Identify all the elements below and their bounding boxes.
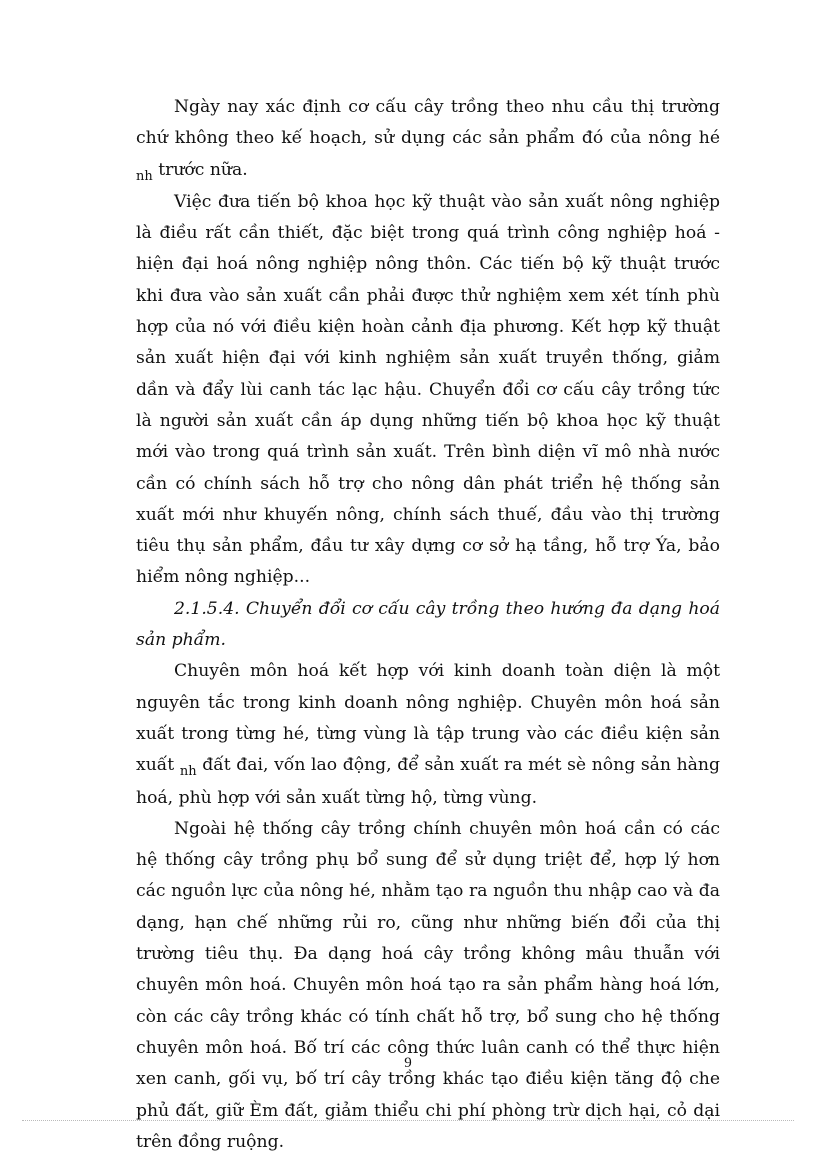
paragraph-specialization: [136, 656, 720, 813]
section-heading-2-1-5-4: 2.1.5.4. Chuyển đổi cơ cấu cây trồng theo hướng đa dạng hoá sản phẩm.: [136, 598, 720, 651]
page-number: 9: [404, 1055, 412, 1071]
paragraph-text: Ngày nay xác định cơ cấu cây trồng theo nhu cầu thị trường chứ không theo kế hoạch, sử dụng các sản phẩm đó của nông hé: [136, 97, 720, 149]
paragraph-technology-progress: Việc đưa tiến bộ khoa học kỹ thuật vào sản xuất nông nghiệp là điều rất cần thiết, đặc biệt trong quá trình công nghiệp hoá - hiện đại hoá nông nghiệp nông thôn. Các tiến bộ kỹ thuật trước khi đưa vào sản xuất cần phải được thử nghiệm xem xét tính phù hợp của nó với điều kiện hoàn cảnh địa phương. Kết hợp kỹ thuật sản xuất hiện đại với kinh nghiệm sản xuất truyền thống, giảm dần và đẩy lùi canh tác lạc hậu. Chuyển đổi cơ cấu cây trồng tức là người sản xuất cần áp dụng những tiến bộ khoa học kỹ thuật mới vào trong quá trình sản xuất. Trên bình diện vĩ mô nhà nước cần có chính sách hỗ trợ cho nông dân phát triển hệ thống sản xuất mới như khuyến nông, chính sách thuế, đầu vào thị trường tiêu thụ sản phẩm, đầu tư xây dựng cơ sở hạ tầng, hỗ trợ Ýa, bảo hiểm nông nghiệp...: [136, 191, 720, 588]
paragraph-crop-structure-demand: [136, 92, 720, 187]
page-body: [136, 92, 720, 1158]
page-bottom-divider: [22, 1120, 794, 1121]
paragraph-diversification: Ngoài hệ thống cây trồng chính chuyên môn hoá cần có các hệ thống cây trồng phụ bổ sung để sử dụng triệt để, hợp lý hơn các nguồn lực của nông hé, nhằm tạo ra nguồn thu nhập cao và đa dạng, hạn chế những rủi ro, cũng như những biến đổi của thị trường tiêu thụ. Đa dạng hoá cây trồng không mâu thuẫn với chuyên môn hoá. Chuyên môn hoá tạo ra sản phẩm hàng hoá lớn, còn các cây trồng khác có tính chất hỗ trợ, bổ sung cho hệ thống chuyên môn hoá. Bố trí các công thức luân canh có thể thực hiện xen canh, gối vụ, bố trí cây trồng khác tạo điều kiện tăng độ che phủ đất, giữ Èm đất, giảm thiểu chi phí phòng trừ dịch hại, cỏ dại trên đồng ruộng.: [136, 818, 720, 1152]
paragraph-text: trước nữa.: [152, 159, 248, 180]
paragraph-text: Chuyên môn hoá kết hợp với kinh doanh toàn diện là một nguyên tắc trong kinh doanh nông nghiệp. Chuyên môn hoá sản xuất trong từng hé, từng vùng là tập trung vào các điều kiện sản xuất: [136, 661, 720, 776]
subscript-fragment: nh: [179, 764, 197, 780]
subscript-fragment: nh: [136, 168, 153, 184]
paragraph-text: đất đai, vốn lao động, để sản xuất ra mét sè nông sản hàng hoá, phù hợp với sản xuất từng hộ, từng vùng.: [136, 755, 720, 808]
